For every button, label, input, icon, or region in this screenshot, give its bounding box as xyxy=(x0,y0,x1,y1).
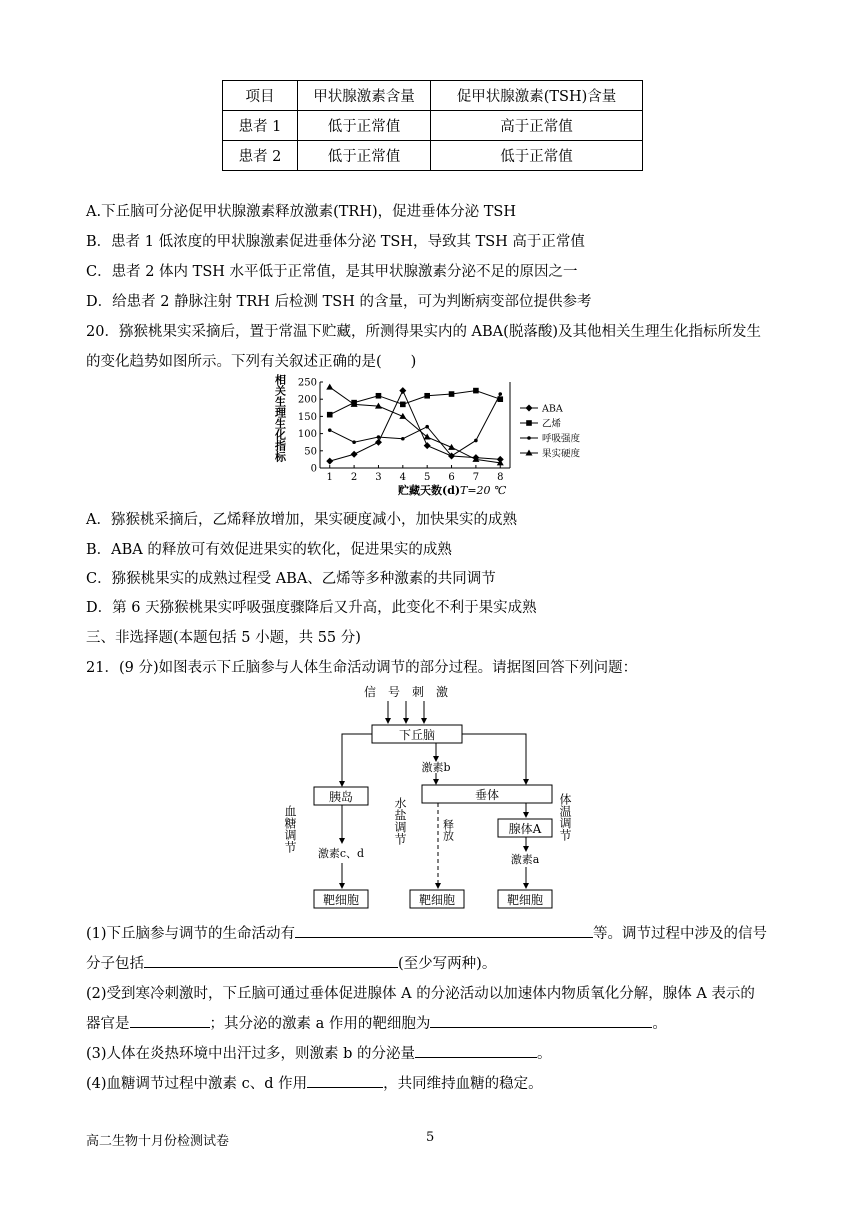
answer-blank-5[interactable] xyxy=(415,1043,537,1058)
q21-part2-text-d: 。 xyxy=(652,1016,667,1032)
data-point-2 xyxy=(498,392,502,396)
hormone-b-label: 激素b xyxy=(421,761,451,774)
answer-blank-4[interactable] xyxy=(430,1013,652,1028)
y-tick-label: 0 xyxy=(310,463,317,475)
pituitary-label: 垂体 xyxy=(474,788,500,802)
x-tick-label: 4 xyxy=(399,472,407,483)
hormone-a-label: 激素a xyxy=(510,853,540,866)
answer-blank-6[interactable] xyxy=(307,1073,383,1088)
y-tick-label: 200 xyxy=(297,394,317,406)
table-header: 项目 xyxy=(223,81,298,111)
data-point-2 xyxy=(377,435,381,439)
water-salt-reg-label: 水盐调节 xyxy=(393,797,407,845)
q21-part1-text-a: (1)下丘脑参与调节的生命活动有 xyxy=(86,926,296,942)
data-point-0 xyxy=(326,458,333,465)
q21-part1-text-b: 等。调节过程中涉及的信号 xyxy=(593,926,768,942)
data-point-1 xyxy=(327,412,333,418)
table-cell: 患者 2 xyxy=(223,141,298,171)
table-header: 促甲状腺激素(TSH)含量 xyxy=(431,81,643,111)
answer-blank-1[interactable] xyxy=(295,923,593,938)
data-point-0 xyxy=(399,387,406,394)
q21-part3-line xyxy=(86,1042,552,1063)
q21-part3-text-a: (3)人体在炎热环境中出汗过多，则激素 b 的分泌量 xyxy=(86,1046,416,1062)
table-cell: 低于正常值 xyxy=(298,141,431,171)
y-tick-label: 100 xyxy=(297,429,317,441)
q20-option-d: D．第 6 天猕猴桃果实呼吸强度骤降后又升高，此变化不利于果实成熟 xyxy=(86,600,537,616)
q21-part2-text-b: 器官是 xyxy=(86,1016,130,1032)
table-cell: 高于正常值 xyxy=(431,111,643,141)
glucose-reg-label: 血糖调节 xyxy=(283,805,297,853)
q21-part2-text-c: ；其分泌的激素 a 作用的靶细胞为 xyxy=(209,1016,431,1032)
q21-part4-text-b: ，共同维持血糖的稳定。 xyxy=(383,1076,543,1092)
target-label-1: 靶细胞 xyxy=(322,893,360,907)
y-tick-label: 250 xyxy=(297,377,317,389)
q21-part4-text-a: (4)血糖调节过程中激素 c、d 作用 xyxy=(86,1076,308,1092)
y-tick-label: 150 xyxy=(297,411,317,423)
release-label: 释放 xyxy=(441,819,455,841)
x-tick-label: 2 xyxy=(350,472,358,483)
x-tick-label: 1 xyxy=(326,472,333,483)
series-line-3 xyxy=(330,387,501,463)
hormone-cd-label: 激素c、d xyxy=(317,847,365,860)
islet-label: 胰岛 xyxy=(328,790,354,804)
chart-xlabel: 贮藏天数(d) xyxy=(398,484,461,497)
data-point-2 xyxy=(401,437,405,441)
legend-label-3: 果实硬度 xyxy=(542,448,581,460)
data-point-1 xyxy=(424,393,430,399)
q19-option-d: D．给患者 2 静脉注射 TRH 后检测 TSH 的含量，可为判断病变部位提供参考 xyxy=(86,294,592,310)
table-cell: 低于正常值 xyxy=(298,111,431,141)
q20-stem-line1: 20．猕猴桃果实采摘后，置于常温下贮藏，所测得果实内的 ABA(脱落酸)及其他相关生理生化指标所发生 xyxy=(86,324,761,340)
table-header-row xyxy=(223,81,643,111)
q21-part1-line1 xyxy=(86,922,767,943)
hormone-table xyxy=(222,80,643,171)
page-number: 5 xyxy=(426,1130,435,1145)
data-point-2 xyxy=(328,428,332,432)
q20-chart xyxy=(268,374,598,500)
q20-stem-line2: 的变化趋势如图所示。下列有关叙述正确的是( ) xyxy=(86,354,417,370)
temp-reg-label: 体温调节 xyxy=(558,793,572,841)
table-cell: 低于正常值 xyxy=(431,141,643,171)
legend-label-0: ABA xyxy=(542,403,563,415)
q21-part1-text-d: (至少写两种)。 xyxy=(398,956,497,972)
data-point-3 xyxy=(326,384,333,390)
data-point-0 xyxy=(351,451,358,458)
target-label-2: 靶细胞 xyxy=(418,893,456,907)
data-point-1 xyxy=(376,393,382,399)
table-row xyxy=(223,141,643,171)
x-tick-label: 5 xyxy=(423,472,431,483)
q21-stem: 21．(9 分)如图表示下丘脑参与人体生命活动调节的部分过程。请据图回答下列问题： xyxy=(86,660,638,676)
legend-label-1: 乙烯 xyxy=(542,418,562,430)
table-cell: 患者 1 xyxy=(223,111,298,141)
x-tick-label: 7 xyxy=(472,472,480,483)
q21-diagram xyxy=(280,683,590,915)
signal-label: 信 号 刺 激 xyxy=(363,685,449,699)
q19-option-a: A.下丘脑可分泌促甲状腺激素释放激素(TRH)，促进垂体分泌 TSH xyxy=(86,204,516,220)
legend-marker-0 xyxy=(526,405,533,412)
section-3-title: 三、非选择题(本题包括 5 小题，共 55 分) xyxy=(86,630,361,646)
data-point-2 xyxy=(474,439,478,443)
q20-option-b: B．ABA 的释放可有效促进果实的软化，促进果实的成熟 xyxy=(86,542,452,558)
q20-option-a: A．猕猴桃采摘后，乙烯释放增加，果实硬度减小，加快果实的成熟 xyxy=(86,512,517,528)
data-point-1 xyxy=(400,402,406,408)
q21-part3-text-b: 。 xyxy=(537,1046,552,1062)
x-tick-label: 8 xyxy=(497,472,504,483)
data-point-2 xyxy=(352,440,356,444)
legend-marker-1 xyxy=(526,420,532,426)
chart-condition: T=20 ℃ xyxy=(460,484,507,497)
answer-blank-2[interactable] xyxy=(144,953,398,968)
data-point-2 xyxy=(425,425,429,429)
q21-part1-line2 xyxy=(86,952,496,973)
q21-part1-text-c: 分子包括 xyxy=(86,956,144,972)
target-label-3: 靶细胞 xyxy=(506,893,544,907)
table-header: 甲状腺激素含量 xyxy=(298,81,431,111)
data-point-1 xyxy=(473,388,479,394)
q19-option-b: B．患者 1 低浓度的甲状腺激素促进垂体分泌 TSH，导致其 TSH 高于正常值 xyxy=(86,234,585,250)
y-tick-label: 50 xyxy=(304,446,317,458)
hypothalamus-label: 下丘脑 xyxy=(398,728,436,742)
q21-part2-line1: (2)受到寒冷刺激时，下丘脑可通过垂体促进腺体 A 的分泌活动以加速体内物质氧化分解，腺体 A 表示的 xyxy=(86,986,755,1002)
q21-part4-line xyxy=(86,1072,543,1093)
table-row xyxy=(223,111,643,141)
q20-option-c: C．猕猴桃果实的成熟过程受 ABA、乙烯等多种激素的共同调节 xyxy=(86,571,496,587)
legend-marker-2 xyxy=(527,436,531,440)
x-tick-label: 3 xyxy=(375,472,382,483)
data-point-2 xyxy=(450,454,454,458)
q19-option-c: C．患者 2 体内 TSH 水平低于正常值，是其甲状腺激素分泌不足的原因之一 xyxy=(86,264,578,280)
data-point-0 xyxy=(424,442,431,449)
footer-title: 高二生物十月份检测试卷 xyxy=(86,1134,230,1149)
chart-ylabel: 相关生理生化指标 xyxy=(273,374,287,462)
data-point-1 xyxy=(449,391,455,397)
data-point-0 xyxy=(375,439,382,446)
gland-a-label: 腺体A xyxy=(508,822,542,836)
q21-part2-line2 xyxy=(86,1012,667,1033)
legend-label-2: 呼吸强度 xyxy=(542,433,581,445)
answer-blank-3[interactable] xyxy=(130,1013,210,1028)
x-tick-label: 6 xyxy=(448,472,455,483)
